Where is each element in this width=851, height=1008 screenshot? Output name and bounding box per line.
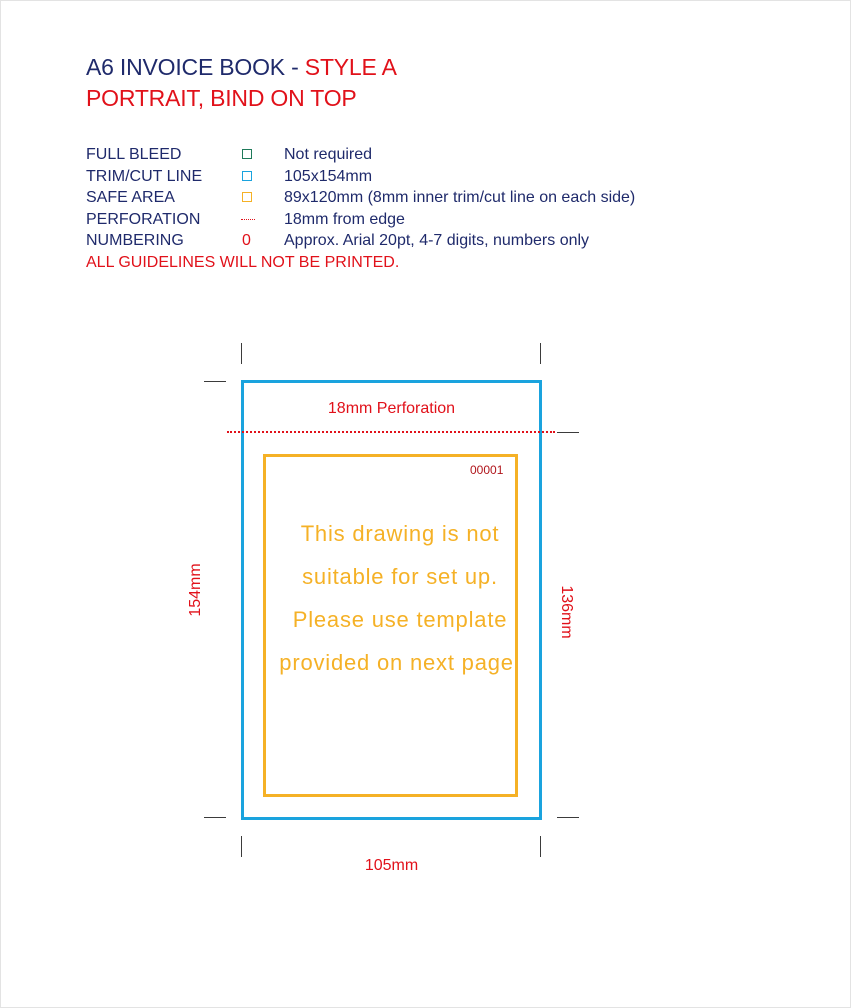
legend-label: TRIM/CUT LINE — [86, 167, 203, 185]
legend-value: 18mm from edge — [284, 210, 405, 228]
crop-mark-left-top — [204, 381, 226, 382]
legend-label: PERFORATION — [86, 210, 201, 228]
legend-label: FULL BLEED — [86, 146, 182, 163]
legend-value: 89x120mm (8mm inner trim/cut line on each side) — [284, 189, 636, 207]
guidelines-note: ALL GUIDELINES WILL NOT BE PRINTED. — [86, 253, 400, 271]
crop-mark-top-left — [241, 343, 242, 364]
sample-number: 00001 — [470, 463, 504, 477]
height-dimension: 154mm — [187, 563, 204, 617]
width-dimension: 105mm — [364, 857, 419, 874]
perforation-line — [227, 431, 555, 433]
legend-label: SAFE AREA — [86, 189, 175, 207]
setup-warning — [270, 512, 530, 684]
perforation-label: 18mm Perforation — [327, 400, 456, 417]
warning-line: provided on next page. — [279, 650, 521, 675]
page-subtitle: PORTRAIT, BIND ON TOP — [86, 85, 357, 111]
crop-mark-bottom-right — [540, 836, 541, 857]
crop-mark-left-bottom — [204, 817, 226, 818]
crop-mark-right-top — [557, 432, 579, 433]
crop-mark-top-right — [540, 343, 541, 364]
title-style: STYLE A — [304, 54, 397, 80]
warning-line: suitable for set up. — [302, 564, 498, 589]
title-product: A6 INVOICE BOOK - — [86, 54, 305, 80]
warning-line: This drawing is not — [300, 521, 500, 546]
legend-value: Approx. Arial 20pt, 4-7 digits, numbers only — [284, 232, 590, 250]
crop-mark-bottom-left — [241, 836, 242, 857]
safe-height-dimension: 136mm — [558, 585, 575, 639]
legend-value: 105x154mm — [284, 167, 373, 185]
crop-mark-right-bottom — [557, 817, 579, 818]
warning-line: Please use template — [292, 607, 508, 632]
legend-label: NUMBERING — [86, 232, 184, 250]
numbering-symbol: 0 — [242, 232, 251, 250]
legend-value: Not required — [284, 146, 373, 163]
